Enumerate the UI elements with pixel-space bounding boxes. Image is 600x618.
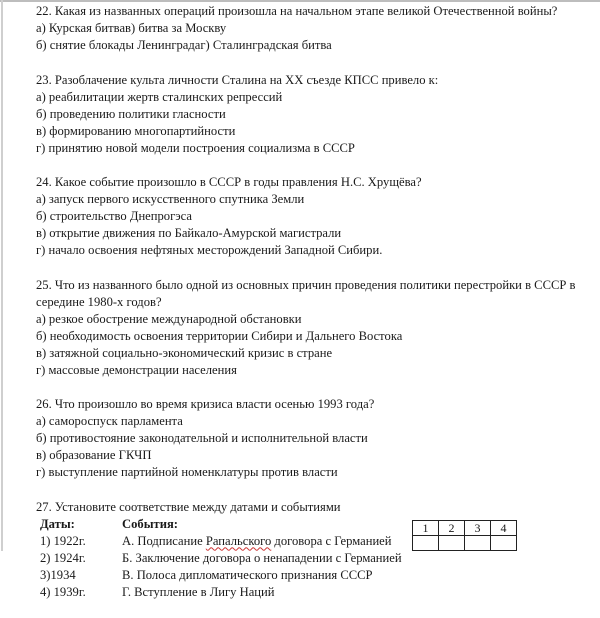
question-25: [36, 277, 586, 379]
answer-cell[interactable]: [413, 535, 439, 550]
date-item: 3)1934: [40, 567, 76, 582]
window-top-border: [0, 0, 600, 2]
question-23: [36, 72, 586, 157]
answer-option: г) выступление партийной номенклатуры против власти: [36, 465, 338, 479]
answer-option: а) Курская битвав) битва за Москву: [36, 21, 227, 35]
answer-table-header-cell: 1: [413, 520, 439, 535]
answer-option: а) самороспуск парламента: [36, 414, 183, 428]
question-text: 27. Установите соответствие между датами и событиями: [36, 499, 341, 514]
answer-option: а) реабилитации жертв сталинских репрессий: [36, 89, 283, 104]
answer-table: [412, 520, 517, 551]
answer-option: б) снятие блокады Ленинградаг) Сталинградская битва: [36, 38, 332, 52]
question-text: 23. Разоблачение культа личности Сталина на XX съезде КПСС привело к:: [36, 72, 439, 87]
answer-option: б) строительство Днепрогэса: [36, 209, 193, 223]
answer-cell[interactable]: [491, 535, 517, 550]
event-item: Г. Вступление в Лигу Наций: [122, 584, 275, 599]
answer-table-answer-row: [413, 535, 517, 550]
document-body: [36, 3, 586, 618]
date-item: 1) 1922г.: [40, 533, 86, 548]
question-text: 22. Какая из названных операций произошла на начальном этапе великой Отечественной войны?: [36, 4, 558, 18]
answer-option: в) формированию многопартийности: [36, 123, 236, 138]
date-item: 4) 1939г.: [40, 584, 86, 599]
event-item: В. Полоса дипломатического признания СССР: [122, 567, 373, 582]
answer-option: а) запуск первого искусственного спутника Земли: [36, 192, 305, 206]
answer-table-header-cell: 4: [491, 520, 517, 535]
event-item: Б. Заключение договора о ненападении с Германией: [122, 550, 402, 565]
question-27: [36, 499, 586, 601]
event-text: договора с Германией: [271, 533, 392, 548]
answer-cell[interactable]: [465, 535, 491, 550]
answer-option: в) открытие движения по Байкало-Амурской магистрали: [36, 226, 342, 240]
answer-option: б) необходимость освоения территории Сибири и Дальнего Востока: [36, 328, 403, 343]
answer-table-header-cell: 2: [439, 520, 465, 535]
events-header: События:: [122, 516, 178, 531]
question-24: [36, 174, 586, 259]
answer-option: а) резкое обострение международной обстановки: [36, 311, 302, 326]
answer-table-header-row: [413, 520, 517, 535]
answer-table-header-cell: 3: [465, 520, 491, 535]
answer-option: г) начало освоения нефтяных месторождений Западной Сибири.: [36, 243, 383, 257]
dates-header: Даты:: [40, 516, 75, 531]
spellcheck-flagged-word[interactable]: Рапальского: [205, 533, 272, 548]
answer-option: б) противостояние законодательной и исполнительной власти: [36, 431, 368, 445]
question-text: 26. Что произошло во время кризиса власти осенью 1993 года?: [36, 397, 375, 411]
question-text: 25. Что из названного было одной из основных причин проведения политики перестройки в СССР в середине 1980-х годов?: [36, 277, 576, 309]
window-left-border: [1, 0, 3, 551]
answer-option: г) принятию новой модели построения социализма в СССР: [36, 140, 355, 155]
question-22: [36, 3, 586, 54]
answer-option: в) образование ГКЧП: [36, 448, 152, 462]
answer-option: б) проведению политики гласности: [36, 106, 226, 121]
question-26: [36, 396, 586, 481]
date-item: 2) 1924г.: [40, 550, 86, 565]
event-text: А. Подписание: [122, 533, 206, 548]
answer-option: г) массовые демонстрации населения: [36, 362, 237, 377]
question-text: 24. Какое событие произошло в СССР в годы правления Н.С. Хрущёва?: [36, 175, 422, 189]
answer-option: в) затяжной социально-экономический кризис в стране: [36, 345, 333, 360]
answer-cell[interactable]: [439, 535, 465, 550]
